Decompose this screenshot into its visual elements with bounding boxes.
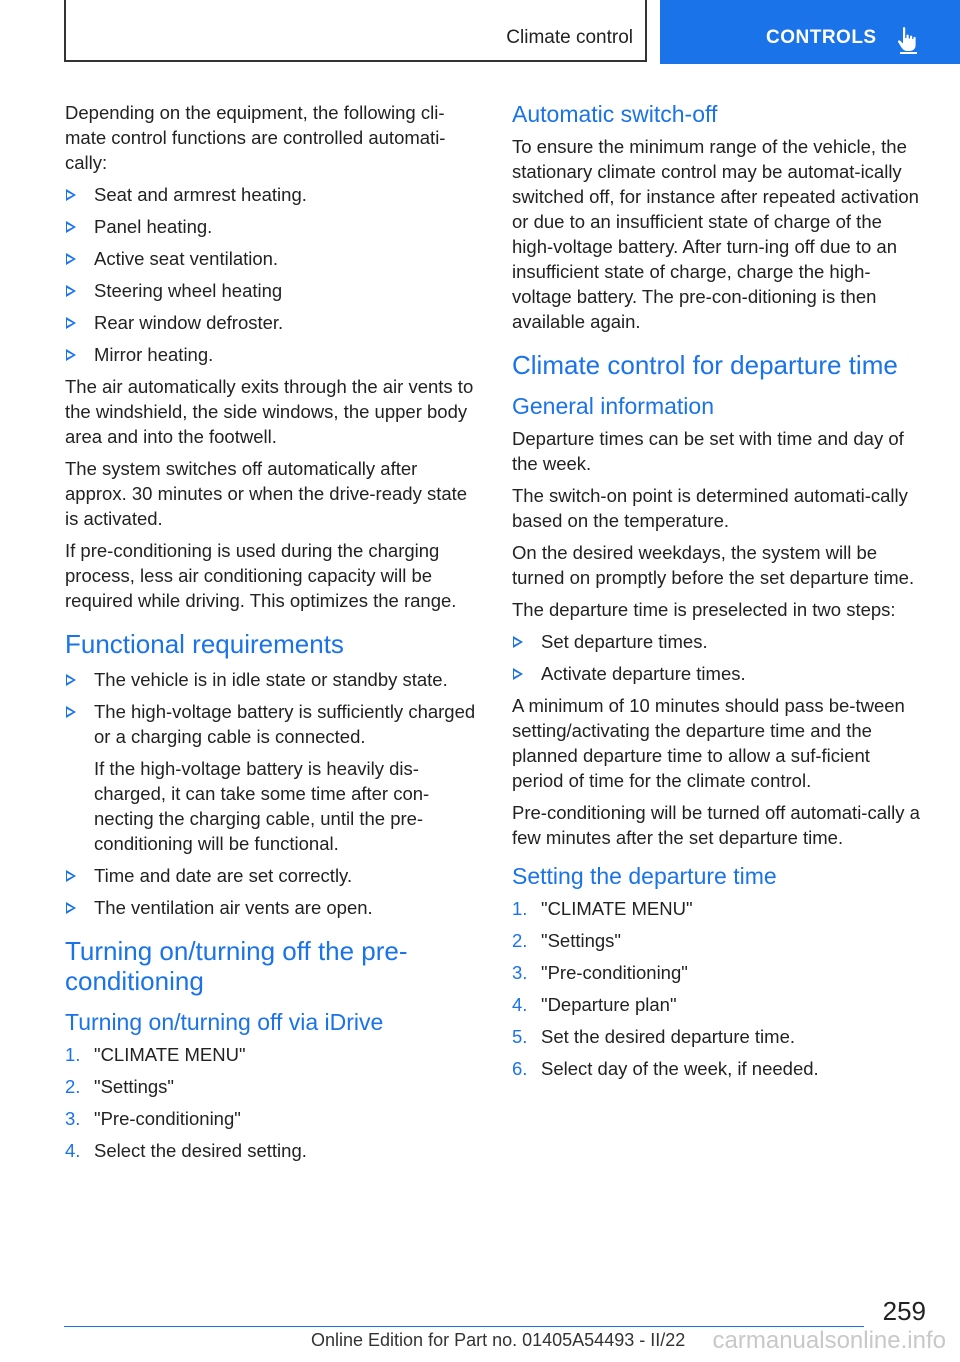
auto-functions-list [65, 182, 477, 367]
list-item: Active seat ventilation. [65, 246, 477, 271]
triangle-bullet-icon [513, 636, 523, 648]
triangle-bullet-icon [513, 668, 523, 680]
list-item: 2. "Settings" [512, 930, 621, 951]
general-paragraph-3: On the desired weekdays, the system will be turned on promptly before the set departure time. [512, 542, 915, 588]
header-section-box [64, 0, 647, 62]
footer-edition: Online Edition for Part no. 01405A54493 - II/22 [311, 1330, 686, 1350]
general-paragraph-5: A minimum of 10 minutes should pass be-tween setting/activating the departure time and the planned departure time to allow a suf-ficient period of time for the climate control. [512, 695, 905, 791]
header-section-title: Climate control [506, 27, 633, 48]
list-item: Set departure times. [512, 629, 926, 654]
list-item: 1. "CLIMATE MENU" [65, 1044, 246, 1065]
list-item: Seat and armrest heating. [65, 182, 477, 207]
general-paragraph-6: Pre-conditioning will be turned off automati-cally a few minutes after the set departure time. [512, 802, 920, 848]
auto-off-paragraph: To ensure the minimum range of the vehicle, the stationary climate control may be automat-ically switched off, for instance after repeated activation or due to an insufficient state of charge of the high-voltage battery. After turn-ing off due to an insufficient state of charge, charge the high-voltage battery. The pre-con-ditioning is then available again. [512, 136, 919, 332]
triangle-bullet-icon [66, 285, 76, 297]
triangle-bullet-icon [66, 317, 76, 329]
list-item: Steering wheel heating [65, 278, 477, 303]
list-item: 3. "Pre-conditioning" [512, 962, 688, 983]
list-item: Activate departure times. [512, 661, 926, 686]
battery-note: If the high-voltage battery is heavily dis-charged, it can take some time after con-necting the charging cable, until the pre-conditioning will be functional. [94, 758, 430, 854]
triangle-bullet-icon [66, 349, 76, 361]
list-item: Rear window defroster. [65, 310, 477, 335]
triangle-bullet-icon [66, 674, 76, 686]
air-exit-paragraph: The air automatically exits through the air vents to the windshield, the side windows, the upper body area and into the footwell. [65, 376, 474, 447]
list-item: 4. "Departure plan" [512, 994, 677, 1015]
hand-pointer-icon [896, 26, 920, 54]
page-number: 259 [882, 1296, 926, 1326]
heading-departure-time: Climate control for departure time [512, 350, 898, 380]
general-paragraph-1: Departure times can be set with time and day of the week. [512, 428, 904, 474]
general-paragraph-2: The switch-on point is determined automati-cally based on the temperature. [512, 485, 908, 531]
header-chapter-label: CONTROLS [766, 27, 877, 48]
idrive-steps-list [65, 1042, 477, 1163]
triangle-bullet-icon [66, 902, 76, 914]
right-column [512, 100, 926, 1088]
general-paragraph-4: The departure time is preselected in two steps: [512, 599, 896, 620]
requirements-list [65, 667, 477, 920]
header-chapter-tab [660, 0, 960, 64]
list-item: 2. "Settings" [65, 1076, 174, 1097]
heading-functional-requirements: Functional requirements [65, 629, 344, 659]
switch-off-paragraph: The system switches off automatically after approx. 30 minutes or when the drive-ready state is activated. [65, 458, 468, 529]
heading-automatic-switch-off: Automatic switch-off [512, 101, 718, 127]
list-item: Mirror heating. [65, 342, 477, 367]
list-item: Panel heating. [65, 214, 477, 239]
triangle-bullet-icon [66, 189, 76, 201]
two-steps-list [512, 629, 926, 686]
list-item: 5. Set the desired departure time. [512, 1026, 796, 1047]
heading-via-idrive: Turning on/turning off via iDrive [65, 1009, 384, 1035]
list-item: 6. Select day of the week, if needed. [512, 1058, 819, 1079]
list-item: 1. "CLIMATE MENU" [512, 898, 693, 919]
triangle-bullet-icon [66, 221, 76, 233]
triangle-bullet-icon [66, 706, 76, 718]
list-item: Time and date are set correctly. [65, 863, 477, 888]
left-column [65, 100, 477, 1170]
heading-turning-on-off: Turning on/turning off the pre-conditioning [65, 936, 408, 996]
list-item: 4. Select the desired setting. [65, 1140, 307, 1161]
list-item: 3. "Pre-conditioning" [65, 1108, 241, 1129]
list-item: The high-voltage battery is sufficiently charged or a charging cable is connected. If the high-voltage battery is heavily dis-charged, it can take some time after con-necting the charging cable, until the pre-conditioning will be functional. [65, 699, 477, 856]
charging-paragraph: If pre-conditioning is used during the charging process, less air conditioning capacity will be required while driving. This optimizes the range. [65, 540, 457, 611]
setting-steps-list [512, 896, 926, 1081]
triangle-bullet-icon [66, 870, 76, 882]
triangle-bullet-icon [66, 253, 76, 265]
list-item: The vehicle is in idle state or standby state. [65, 667, 477, 692]
intro-paragraph: Depending on the equipment, the following cli-mate control functions are controlled automati-cally: [65, 102, 446, 173]
watermark: carmanualsonline.info [712, 1327, 946, 1354]
heading-general-information: General information [512, 393, 714, 419]
heading-setting-departure-time: Setting the departure time [512, 863, 777, 889]
list-item: The ventilation air vents are open. [65, 895, 477, 920]
